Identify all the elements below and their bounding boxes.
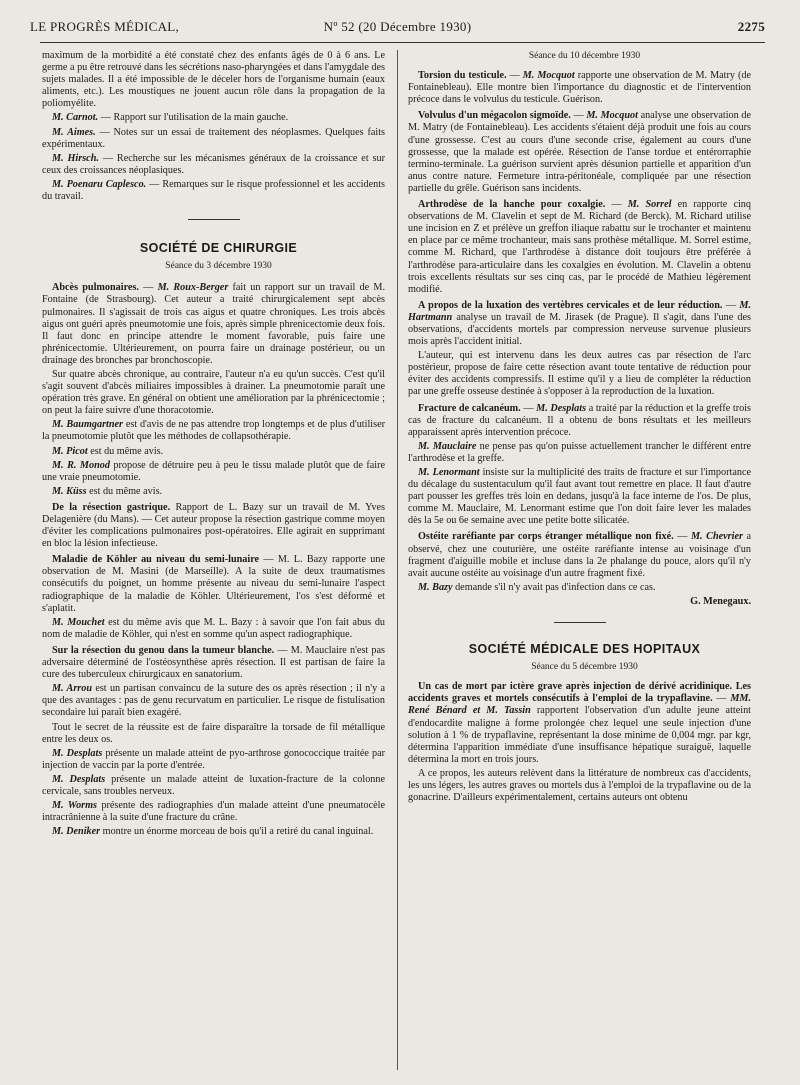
section-title-chirurgie: SOCIÉTÉ DE CHIRURGIE xyxy=(139,241,298,256)
article-paragraph: M. R. Monod propose de détruire peu à peu le tissu malade plutôt que de faire une vraie pneumotomie. xyxy=(42,459,385,483)
list-item: M. Hirsch. — Recherche sur les mécanismes généraux de la croissance et sur ceux des croissances néoplasiques. xyxy=(42,152,385,176)
article-paragraph: Volvulus d'un mégacolon sigmoïde. — M. Mocquot analyse une observation de M. Matry (de Fontainebleau). Les accidents s'étaient déjà produit une fois au cours d'une grossesse. C'est au cours d'une seconde crise, également au cours d'une grossesse, que la malade est opérée. Résection de l'anse tordue et entérorraphie termino-terminale. La guérison survient après désunion partielle et apparition d'un anus contre nature. Fermeture intra-péritonéale, compliquée par une résection partielle du grêle. Guérison sans incidents. xyxy=(408,110,751,194)
intro-paragraph: maximum de la morbidité a été constaté chez des enfants âgés de 0 à 6 ans. Le germe a pu être retrouvé dans les sécrétions naso-pharyngées et dans l'amygdale des sujets malades. Il a été impossible de le déceler hors de l'organisme humain (eaux aliments, etc.). Les moustiques ne jouent aucun rôle dans la propagation de la poliomyélite. xyxy=(42,50,385,110)
article-paragraph: Sur la résection du genou dans la tumeur blanche. — M. Mauclaire n'est pas adversaire déterminé de l'ostéosynthèse après résection. Il est partisan de faire la cure des tuberculeux chirurgicaux en sanatorium. xyxy=(42,644,385,681)
article-paragraph: M. Mauclaire ne pense pas qu'on puisse actuellement trancher le différent entre l'arthrodèse et la greffe. xyxy=(408,440,751,464)
article-paragraph: M. Deniker montre un énorme morceau de bois qu'il a retiré du canal inguinal. xyxy=(52,826,374,838)
journal-title: LE PROGRÈS MÉDICAL, xyxy=(30,19,180,34)
article-paragraph: M. Picot est du même avis. xyxy=(52,445,164,457)
seance-date: Séance du 10 décembre 1930 xyxy=(528,51,641,61)
article-paragraph: M. Lenormant insiste sur la multiplicité des traits de fracture et sur l'importance du décalage du sustentaculum qu'il faut avant tout remettre en place. Il faut d'autre part pousser les greffes très loin en dedans, jusqu'à la face interne de l'os. De plus, comme M. Mauclaire, M. Lenormant estime que l'on doit faire lever les malades dès la 5e ou 6e semaine avec une petite botte silicatée. xyxy=(408,467,751,527)
article-paragraph: M. Arrou est un partisan convaincu de la suture des os après résection ; il n'y a que des avantages : pas de genu recurvatum en particulier. Le risque de fistulisation secondaire lui paraît bien exagéré. xyxy=(42,683,385,719)
article-paragraph: Maladie de Köhler au niveau du semi-lunaire — M. L. Bazy rapporte une observation de M. Masini (de Marseille). A la suite de deux traumatismes consécutifs du poignet, un homme présente au niveau du semi-lunaire l'aspect radiographique de la maladie de Köhler. Ultérieurement, l'os s'est déformé et s'aplatit. xyxy=(42,554,385,614)
article-paragraph: De la résection gastrique. Rapport de L. Bazy sur un travail de M. Yves Delagenière (du Mans). — Cet auteur propose la résection gastrique comme moyen d'éviter les complications pulmonaires post-opératoires. Elle agirait en supprimant en bloc la lésion infectieuse. xyxy=(42,501,385,550)
seance-date: Séance du 5 décembre 1930 xyxy=(531,662,638,673)
article-paragraph: Fracture de calcanéum. — M. Desplats a traité par la réduction et la greffe trois cas de fracture du calcanéum. Il a obtenu de bons résultats et les meilleurs apparaissent après intervention précoce. xyxy=(408,402,751,438)
article-paragraph: Abcès pulmonaires. — M. Roux-Berger fait un rapport sur un travail de M. Fontaine (de Strasbourg). Cet auteur a traité chirurgicalement sept abcès pulmonaires. Il s'agissait de trois cas aigus et quatre chroniques. Les trois abcès aigus ont guéri après pneumotomie une fois, après simple phrenicectomie deux fois. Il faut donc en principe attendre le moment favorable, puis faire une phrénicectomie. Ultérieurement, on pourra faire un drainage postérieur, ou un drainage des bronches par bronchoscopie. xyxy=(42,282,385,366)
list-item: M. Aimes. — Notes sur un essai de traitement des néoplasmes. Quelques faits expérimentaux. xyxy=(42,126,385,150)
page-number: 2275 xyxy=(737,19,765,34)
author-signature: G. Menegaux. xyxy=(690,595,751,607)
article-paragraph: M. Worms présente des radiographies d'un malade atteint d'une pneumatocèle intracrânienne à la suite d'une fracture du crâne. xyxy=(42,800,385,824)
right-column xyxy=(408,50,751,1075)
article-paragraph: M. Desplats présente un malade atteint de luxation-fracture de la colonne cervicale, sans troubles nerveux. xyxy=(42,773,385,797)
column-divider xyxy=(397,50,398,1070)
section-title-hopitaux: SOCIÉTÉ MÉDICALE DES HOPITAUX xyxy=(468,642,701,657)
article-paragraph: M. Küss est du même avis. xyxy=(52,485,163,497)
article-paragraph: Arthrodèse de la hanche pour coxalgie. — M. Sorrel en rapporte cinq observations de M. Clavelin et sept de M. Richard (de Berck). M. Richard utilise une incision en Z et prélève un greffon iliaque rabattu sur le trochanter et maintenu en place par ce même trochanteur, mais sans prothèse métallique. M. Sorrel estime, comme M. Richard, que l'arthrodèse à distance doit toujours être préférée à l'arthrodèse para-articulaire dans les coxalgies en évolution. M. Clavelin a obtenu trois excellents résultats sur ses cinq cas, par le procédé de Mathieu légèrement modifié. xyxy=(408,199,751,295)
article-paragraph: A ce propos, les auteurs relèvent dans la littérature de nombreux cas d'accidents, les uns légers, les autres graves ou mortels dus à l'emploi de la trypaflavine ou de la gonacrine. D'ailleurs expérimentalement, certains auteurs ont obtenu xyxy=(408,767,751,804)
article-paragraph: Tout le secret de la réussite est de faire disparaître la torsade de fil métallique entre les deux os. xyxy=(42,721,385,745)
article-paragraph: M. Bazy demande s'il n'y avait pas d'infection dans ce cas. xyxy=(418,581,656,593)
left-column xyxy=(42,50,385,1075)
issue-info: Nº 52 (20 Décembre 1930) xyxy=(323,19,472,34)
article-paragraph: Torsion du testicule. — M. Mocquot rapporte une observation de M. Matry (de Fontainebleau). Elle montre bien l'importance du diagnostic et de l'intervention précoce dans le volvulus du testicule. Guérison. xyxy=(408,70,751,106)
article-paragraph: M. Desplats présente un malade atteint de pyo-arthrose gonococcique traitée par injection de vaccin par la porte d'entrée. xyxy=(42,747,385,771)
article-paragraph: A propos de la luxation des vertèbres cervicales et de leur réduction. — M. Hartmann analyse un travail de M. Jirasek (de Prague). Il s'agit, dans l'une des observations, d'accidents mortels par compression nerveuse survenue plusieurs mois après l'accident initial. xyxy=(408,299,751,348)
article-paragraph: Sur quatre abcès chronique, au contraire, l'auteur n'a eu qu'un succès. C'est qu'il s'agit souvent d'abcès miliaires impossibles à drainer. La pneumotomie paraît une opération très grave. En général on obtient une amélioration par la phrénicectomie ; on peut la faire suivre d'une thoracotomie. xyxy=(42,368,385,417)
article-paragraph: L'auteur, qui est intervenu dans les deux autres cas par résection de l'arc postérieur, propose de faire cette résection avant toute tentative de réduction pour éviter des accidents compressifs. Il estime qu'il y a lieu de compléter la réduction par une greffe osseuse destinée à s'opposer à la reproduction de la luxation. xyxy=(408,350,751,398)
seance-date: Séance du 3 décembre 1930 xyxy=(165,261,272,272)
header-rule xyxy=(40,42,765,43)
list-item: M. Poenaru Caplesco. — Remarques sur le risque professionnel et les accidents du travail. xyxy=(42,178,385,203)
list-item: M. Carnot. — Rapport sur l'utilisation de la main gauche. xyxy=(52,112,289,124)
article-paragraph: M. Baumgartner est d'avis de ne pas attendre trop longtemps et de plus d'utiliser la pneumotomie plutôt que les méthodes de collapsothérapie. xyxy=(42,419,385,443)
running-header xyxy=(30,19,765,39)
article-paragraph: Un cas de mort par ictère grave après injection de dérivé acridinique. Les accidents graves et mortels consécutifs à l'emploi de la trypaflavine. — MM. René Bénard et M. Tassin rapportent l'observation d'un adulte jeune atteint d'endocardite maligne à forme prolongée chez lequel une seule injection d'une solution à 1 % de trypaflavine, représentant la dose minime de 0,004 mgr. par kgr, détermina l'apparition immédiate d'une insuffisance hépatique suraiguë, laquelle détermina la mort en trois jours. xyxy=(408,681,751,765)
article-paragraph: M. Mouchet est du même avis que M. L. Bazy : à savoir que l'on fait abus du nom de maladie de Köhler, qui n'est en somme qu'un aspect radiographique. xyxy=(42,616,385,640)
article-paragraph: Ostéite raréfiante par corps étranger métallique non fixé. — M. Chevrier a observé, chez une couturière, une ostéite raréfiante intense au voisinage d'un fragment d'aiguille mobile et incluse dans la 2e phalange du pouce, alors qu'il n'y avait aucune ostéite au voisinage d'un autre fragment fixé. xyxy=(408,531,751,579)
